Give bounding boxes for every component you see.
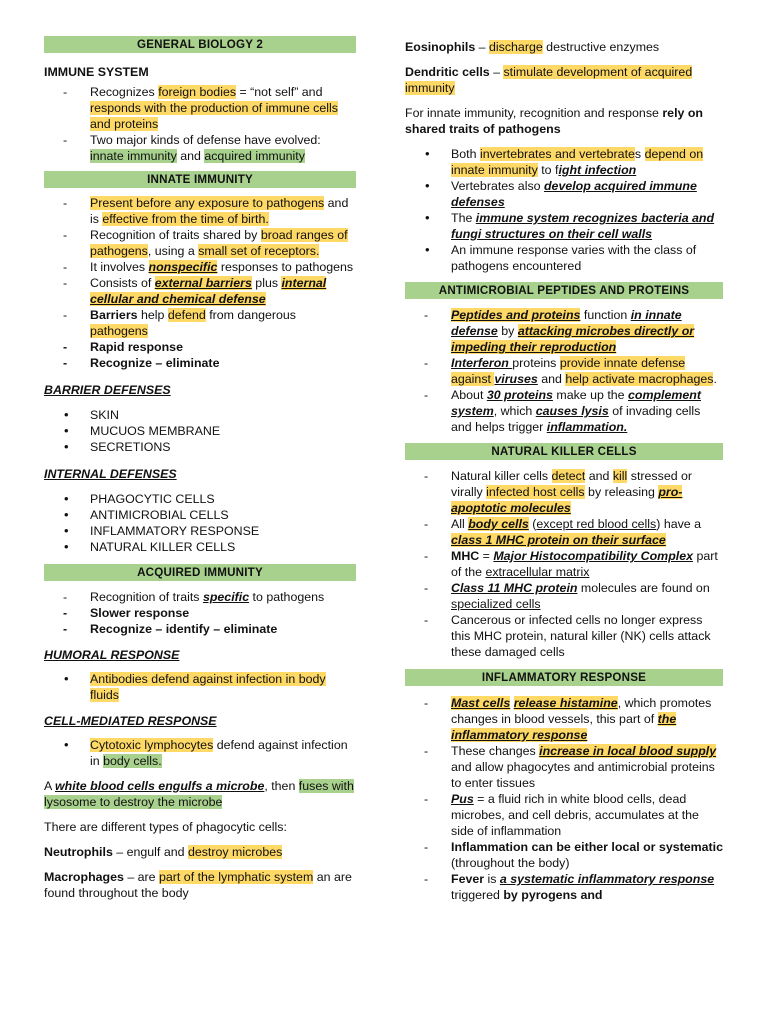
antimicrobial-header: ANTIMICROBIAL PEPTIDES AND PROTEINS xyxy=(405,282,723,299)
document-title: GENERAL BIOLOGY 2 xyxy=(44,36,356,53)
list-item: • Both invertebrates and vertebrates depend on innate immunity to fight infection xyxy=(405,146,723,178)
list-item: - Mast cells release histamine, which promotes changes in blood vessels, this part of the inflammatory response xyxy=(405,695,723,743)
acquired-immunity-header: ACQUIRED IMMUNITY xyxy=(44,564,356,581)
list-item: - Natural killer cells detect and kill stressed or virally infected host cells by releasing pro- apoptotic molecules xyxy=(405,468,723,516)
humoral-response-list xyxy=(44,671,356,703)
list-item: - Recognize – identify – eliminate xyxy=(44,621,356,637)
inflammatory-response-header: INFLAMMATORY RESPONSE xyxy=(405,669,723,686)
neutrophils-text: Neutrophils – engulf and destroy microbes xyxy=(44,845,283,859)
antimicrobial-list xyxy=(405,307,723,435)
list-item: - MHC = Major Histocompatibility Complex part of the extracellular matrix xyxy=(405,548,723,580)
dendritic-cells-text: Dendritic cells – stimulate development of acquired immunity xyxy=(405,65,693,95)
acquired-immunity-list xyxy=(44,589,356,637)
list-item: • SKIN xyxy=(44,407,356,423)
list-item: - Barriers help defend from dangerous pathogens xyxy=(44,307,356,339)
macrophages-text: Macrophages – are part of the lymphatic system an are found throughout the body xyxy=(44,870,352,900)
internal-defenses-heading: INTERNAL DEFENSES xyxy=(44,467,177,481)
natural-killer-header: NATURAL KILLER CELLS xyxy=(405,443,723,460)
list-item: - About 30 proteins make up the complement system, which causes lysis of invading cells and helps trigger inflammation. xyxy=(405,387,723,435)
list-item: • NATURAL KILLER CELLS xyxy=(44,539,356,555)
left-column xyxy=(44,36,356,901)
barrier-defenses-list xyxy=(44,407,356,455)
list-item: • An immune response varies with the class of pathogens encountered xyxy=(405,242,723,274)
list-item: - Recognizes foreign bodies = “not self” and responds with the production of immune cells and proteins xyxy=(44,84,356,132)
list-item: • INFLAMMATORY RESPONSE xyxy=(44,523,356,539)
list-item: • PHAGOCYTIC CELLS xyxy=(44,491,356,507)
humoral-response-heading: HUMORAL RESPONSE xyxy=(44,648,180,662)
phagocytosis-paragraph: A white blood cells engulfs a microbe, then fuses with lysosome to destroy the microbe xyxy=(44,779,354,809)
list-item: - All body cells (except red blood cells) have a class 1 MHC protein on their surface xyxy=(405,516,723,548)
inflammatory-response-list xyxy=(405,695,723,903)
list-item: - Slower response xyxy=(44,605,356,621)
list-item: - Fever is a systematic inflammatory response triggered by pyrogens and xyxy=(405,871,723,903)
list-item: - Consists of external barriers plus internal cellular and chemical defense xyxy=(44,275,356,307)
pathogen-recognition-list xyxy=(405,146,723,274)
innate-immunity-list xyxy=(44,195,356,371)
immune-system-heading: IMMUNE SYSTEM xyxy=(44,65,149,79)
immune-system-list xyxy=(44,84,356,164)
internal-defenses-list xyxy=(44,491,356,555)
phagocytic-types-text: There are different types of phagocytic cells: xyxy=(44,820,287,834)
list-item: - Interferon proteins provide innate defense against viruses and help activate macrophages. xyxy=(405,355,723,387)
eosinophils-text: Eosinophils – discharge destructive enzymes xyxy=(405,40,660,54)
list-item: - Recognition of traits shared by broad ranges of pathogens, using a small set of receptors. xyxy=(44,227,356,259)
list-item: - Recognition of traits specific to pathogens xyxy=(44,589,356,605)
list-item: - Present before any exposure to pathogens and is effective from the time of birth. xyxy=(44,195,356,227)
list-item: - These changes increase in local blood supply and allow phagocytes and antimicrobial proteins to enter tissues xyxy=(405,743,723,791)
list-item: • ANTIMICROBIAL CELLS xyxy=(44,507,356,523)
natural-killer-list xyxy=(405,468,723,660)
list-item: - It involves nonspecific responses to pathogens xyxy=(44,259,356,275)
cell-mediated-list xyxy=(44,737,356,769)
list-item: - Inflammation can be either local or systematic (throughout the body) xyxy=(405,839,723,871)
list-item: • MUCUOS MEMBRANE xyxy=(44,423,356,439)
list-item: - Recognize – eliminate xyxy=(44,355,356,371)
right-column xyxy=(405,39,723,903)
barrier-defenses-heading: BARRIER DEFENSES xyxy=(44,383,171,397)
list-item: - Pus = a fluid rich in white blood cells, dead microbes, and cell debris, accumulates at the side of inflammation xyxy=(405,791,723,839)
innate-immunity-header: INNATE IMMUNITY xyxy=(44,171,356,188)
innate-recognition-text: For innate immunity, recognition and response rely on shared traits of pathogens xyxy=(405,106,703,136)
cell-mediated-heading: CELL-MEDIATED RESPONSE xyxy=(44,714,217,728)
list-item: • The immune system recognizes bacteria and fungi structures on their cell walls xyxy=(405,210,723,242)
list-item: - Class 11 MHC protein molecules are found on specialized cells xyxy=(405,580,723,612)
list-item: • SECRETIONS xyxy=(44,439,356,455)
list-item: - Peptides and proteins function in innate defense by attacking microbes directly or impeding their reproduction xyxy=(405,307,723,355)
list-item: - Cancerous or infected cells no longer express this MHC protein, natural killer (NK) cells attack these damaged cells xyxy=(405,612,723,660)
list-item: • Cytotoxic lymphocytes defend against infection in body cells. xyxy=(44,737,356,769)
list-item: - Two major kinds of defense have evolved: innate immunity and acquired immunity xyxy=(44,132,356,164)
list-item: - Rapid response xyxy=(44,339,356,355)
list-item: • Antibodies defend against infection in body fluids xyxy=(44,671,356,703)
list-item: • Vertebrates also develop acquired immune defenses xyxy=(405,178,723,210)
